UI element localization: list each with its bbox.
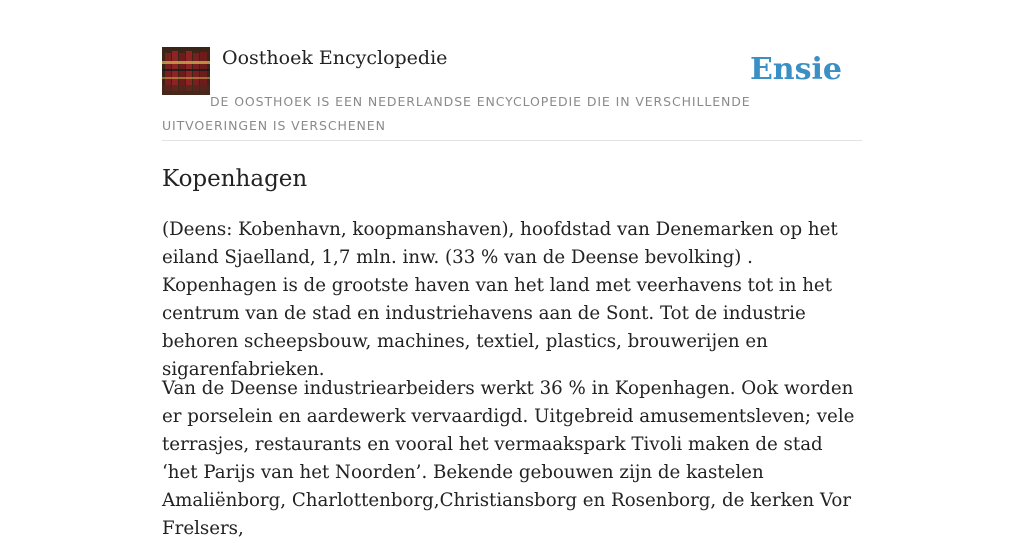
source-header — [162, 46, 862, 141]
avatar[interactable] — [162, 47, 210, 95]
source-description: DE OOSTHOEK IS EEN NEDERLANDSE ENCYCLOPEDIE DIE IN VERSCHILLENDE UITVOERINGEN IS VERSCHENEN — [162, 94, 751, 133]
encyclopedia-books-icon — [162, 47, 210, 95]
source-title[interactable]: Oosthoek Encyclopedie — [222, 47, 448, 69]
page-title: Kopenhagen — [162, 166, 308, 192]
article-paragraph: Van de Deense industriearbeiders werkt 36 % in Kopenhagen. Ook worden er porselein en aardewerk vervaardigd. Uitgebreid amusementsleven; vele terrasjes, restaurants en vooral het vermaakspark Tivoli maken de stad ‘het Parijs van het Noorden’. Bekende gebouwen zijn de kastelen Amaliënborg, Charlottenborg,Christiansborg en Rosenborg, de kerken Vor Frelsers, — [162, 378, 855, 539]
article-paragraph: (Deens: Kobenhavn, koopmanshaven), hoofdstad van Denemarken op het eiland Sjaelland, 1,7 mln. inw. (33 % van de Deense bevolking) . Kopenhagen is de grootste haven van het land met veerhavens tot in het centrum van de stad en industriehavens aan de Sont. Tot de industrie behoren scheepsbouw, machines, textiel, plastics, brouwerijen en sigarenfabrieken. — [162, 219, 838, 380]
brand-logo[interactable]: Ensie — [749, 52, 842, 87]
